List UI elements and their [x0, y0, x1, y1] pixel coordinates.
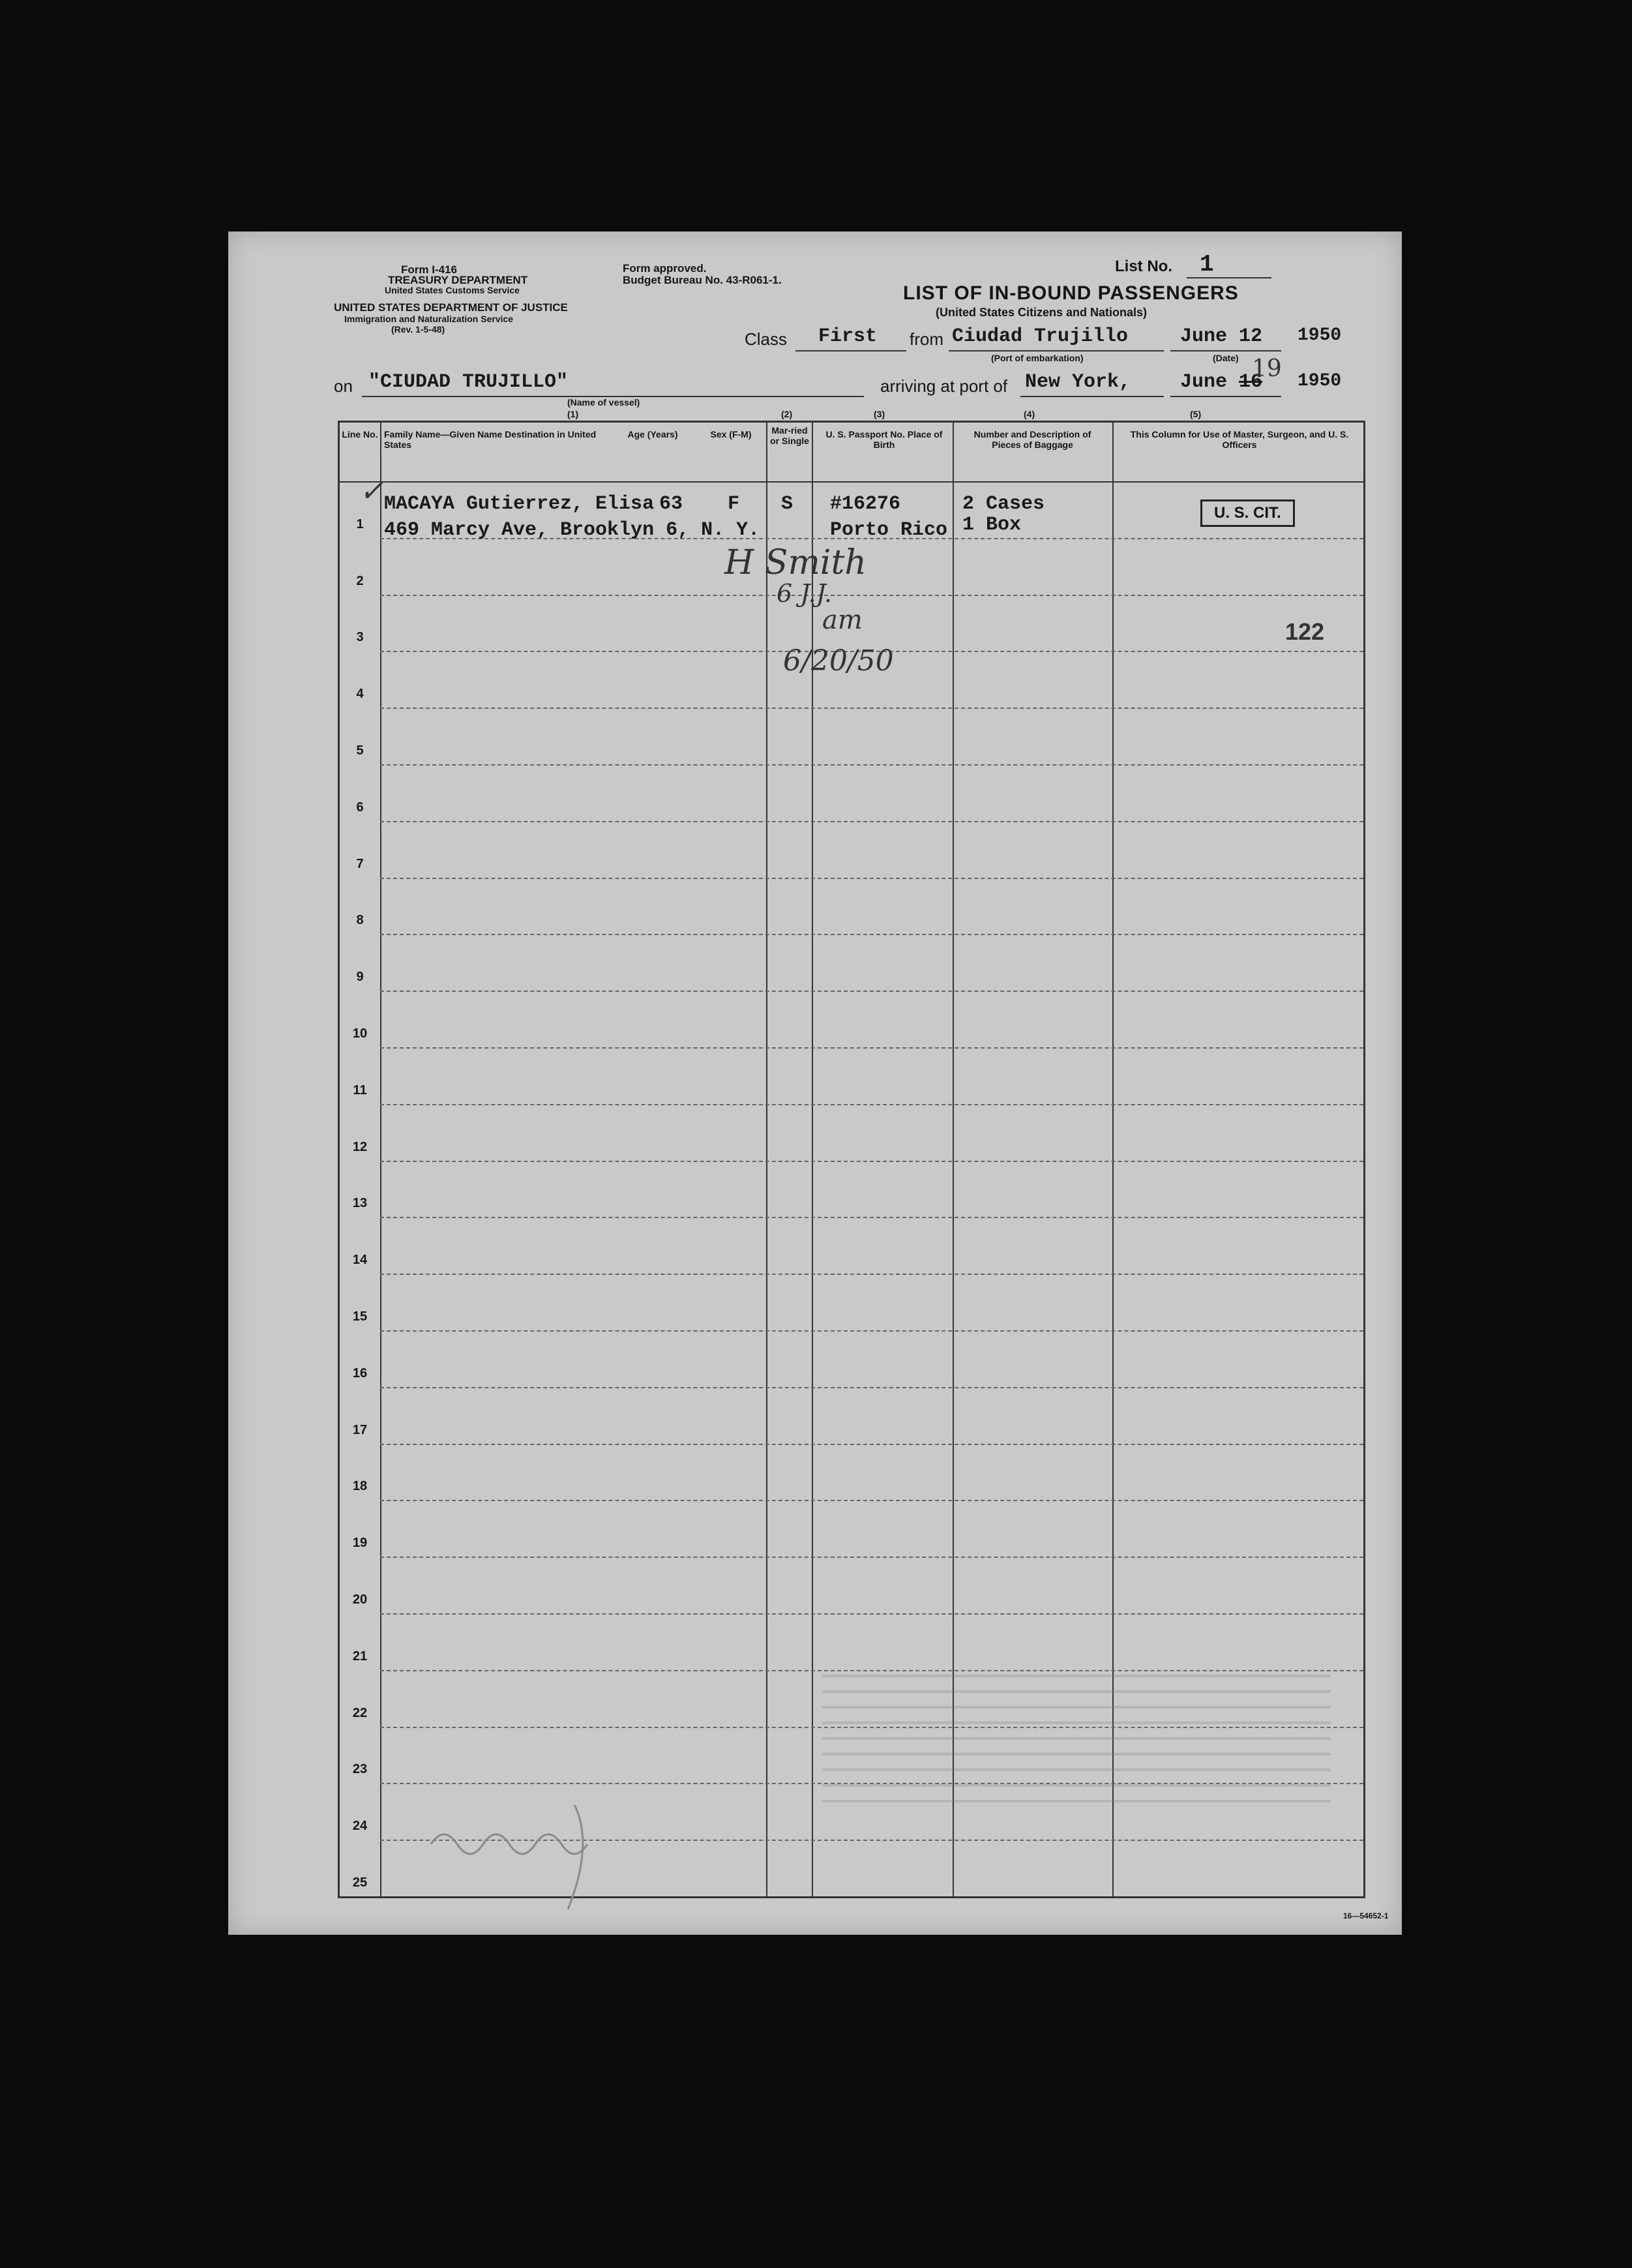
reference-number: 122	[1285, 618, 1325, 645]
form-approved: Form approved.	[623, 262, 707, 275]
justice-dept: UNITED STATES DEPARTMENT OF JUSTICE	[334, 301, 568, 314]
date-caption: (Date)	[1213, 353, 1239, 363]
table-row-line	[380, 1161, 1363, 1162]
faint-signature-mark	[424, 1792, 672, 1922]
manifest-sheet	[228, 231, 1402, 1935]
passenger-name: MACAYA Gutierrez, Elisa	[384, 493, 655, 515]
col-header-name: Family Name—Given Name Destination in United States	[384, 429, 597, 450]
class-underline	[795, 350, 906, 351]
date-embarkation-value: June 12	[1180, 325, 1263, 348]
table-row-line	[380, 708, 1363, 709]
col-header-married: Mar-ried or Single	[770, 425, 809, 446]
table-row-line	[380, 764, 1363, 766]
vessel-caption: (Name of vessel)	[567, 397, 640, 408]
handwritten-note-2: am	[822, 605, 863, 635]
birthplace: Porto Rico	[830, 519, 948, 541]
ins-service: Immigration and Naturalization Service	[344, 314, 514, 324]
row-number: 20	[352, 1592, 368, 1607]
year-2: 1950	[1298, 371, 1342, 391]
form-code: 16—54652-1	[1343, 1911, 1389, 1920]
arrival-port-underline	[1020, 396, 1164, 397]
list-no-underline	[1187, 277, 1271, 278]
row-number: 25	[352, 1875, 368, 1890]
passenger-sex: F	[728, 493, 740, 515]
row-number: 19	[352, 1536, 368, 1551]
row-number: 10	[352, 1026, 368, 1041]
row-number: 12	[352, 1139, 368, 1154]
col-ref-1: (1)	[567, 409, 579, 419]
baggage-line-2: 1 Box	[962, 514, 1022, 536]
col-ref-5: (5)	[1190, 409, 1202, 419]
col-header-age: Age (Years)	[627, 429, 678, 440]
handwritten-date: 6/20/50	[783, 644, 894, 678]
faint-bleed-through-text	[822, 1662, 1331, 1812]
col-header-sex: Sex (F-M)	[710, 429, 752, 440]
table-row-line	[380, 1557, 1363, 1558]
table-row-line	[380, 1274, 1363, 1275]
manifest-table	[338, 421, 1365, 1898]
table-row-line	[380, 821, 1363, 822]
passenger-address: 469 Marcy Ave, Brooklyn 6, N. Y.	[384, 519, 760, 541]
class-value: First	[818, 325, 878, 348]
col-ref-3: (3)	[874, 409, 885, 419]
customs-service: United States Customs Service	[385, 285, 520, 295]
year-1: 1950	[1298, 325, 1342, 346]
table-row-line	[380, 1330, 1363, 1332]
revision-date: (Rev. 1-5-48)	[391, 324, 445, 335]
from-label: from	[910, 329, 943, 349]
table-row-line	[380, 878, 1363, 879]
row-number: 23	[352, 1762, 368, 1777]
table-row-line	[380, 1047, 1363, 1049]
date-underline	[1170, 350, 1281, 351]
row-number: 6	[356, 799, 364, 814]
row-number: 18	[352, 1479, 368, 1494]
row-number: 11	[353, 1082, 367, 1097]
row-number: 14	[352, 1253, 368, 1268]
row-number: 8	[356, 913, 364, 928]
row-number: 1	[356, 516, 364, 531]
row-number: 17	[352, 1422, 368, 1437]
row-number: 7	[356, 856, 364, 871]
col-header-passport: U. S. Passport No. Place of Birth	[825, 429, 943, 450]
handwritten-note-1: 6 J.J.	[777, 579, 832, 608]
row-number: 3	[356, 630, 364, 645]
passport-number: #16276	[830, 493, 901, 515]
row-number: 16	[352, 1365, 368, 1380]
col-header-officers: This Column for Use of Master, Surgeon, and U. S. Officers	[1130, 429, 1349, 450]
table-row-line	[380, 991, 1363, 992]
arrival-port-value: New York,	[1025, 371, 1131, 393]
arriving-label: arriving at port of	[880, 376, 1008, 396]
table-row-line	[380, 1500, 1363, 1501]
col-ref-4: (4)	[1024, 409, 1035, 419]
row-number: 2	[356, 573, 364, 588]
budget-bureau: Budget Bureau No. 43-R061-1.	[623, 274, 782, 286]
on-label: on	[334, 376, 353, 396]
passenger-marital: S	[781, 493, 794, 515]
row-number: 4	[356, 687, 364, 702]
arrival-date-value: June 16	[1180, 371, 1263, 393]
page-title: LIST OF IN-BOUND PASSENGERS	[903, 282, 1239, 304]
port-embarkation-value: Ciudad Trujillo	[952, 325, 1129, 348]
row-number: 22	[352, 1705, 368, 1720]
table-row-line	[380, 1104, 1363, 1105]
port-underline	[949, 350, 1164, 351]
list-no-value: 1	[1200, 251, 1214, 278]
col-ref-2: (2)	[781, 409, 793, 419]
arrival-date-struck: 16	[1239, 371, 1263, 393]
col-header-line-no: Line No.	[342, 429, 378, 440]
table-row-line	[380, 1613, 1363, 1615]
baggage-line-1: 2 Cases	[962, 493, 1045, 515]
port-caption: (Port of embarkation)	[991, 353, 1084, 363]
row-number: 5	[356, 743, 364, 758]
col-header-baggage: Number and Description of Pieces of Baggage	[973, 429, 1091, 450]
passenger-age: 63	[659, 493, 683, 515]
table-row-line	[380, 595, 1363, 596]
table-row-line	[380, 1217, 1363, 1218]
form-number: Form I-416	[401, 263, 457, 276]
table-row-line	[380, 1387, 1363, 1388]
row-number: 15	[352, 1309, 368, 1324]
row-number: 9	[356, 970, 364, 985]
arrival-date-handwritten: 19	[1252, 355, 1282, 382]
page-subtitle: (United States Citizens and Nationals)	[936, 306, 1148, 319]
class-label: Class	[745, 329, 788, 349]
inspector-signature: H Smith	[724, 543, 867, 582]
list-no-label: List No.	[1115, 258, 1172, 275]
row-number: 13	[352, 1196, 368, 1211]
us-citizen-stamp: U. S. CIT.	[1200, 500, 1295, 527]
row-number: 24	[352, 1819, 368, 1834]
check-mark: ✓	[359, 475, 383, 508]
row-number: 21	[352, 1649, 368, 1664]
table-row-line	[380, 1444, 1363, 1445]
table-row-line	[380, 934, 1363, 935]
treasury-dept: TREASURY DEPARTMENT	[388, 274, 528, 286]
vessel-value: "CIUDAD TRUJILLO"	[368, 371, 569, 393]
arrival-date-underline	[1170, 396, 1281, 397]
